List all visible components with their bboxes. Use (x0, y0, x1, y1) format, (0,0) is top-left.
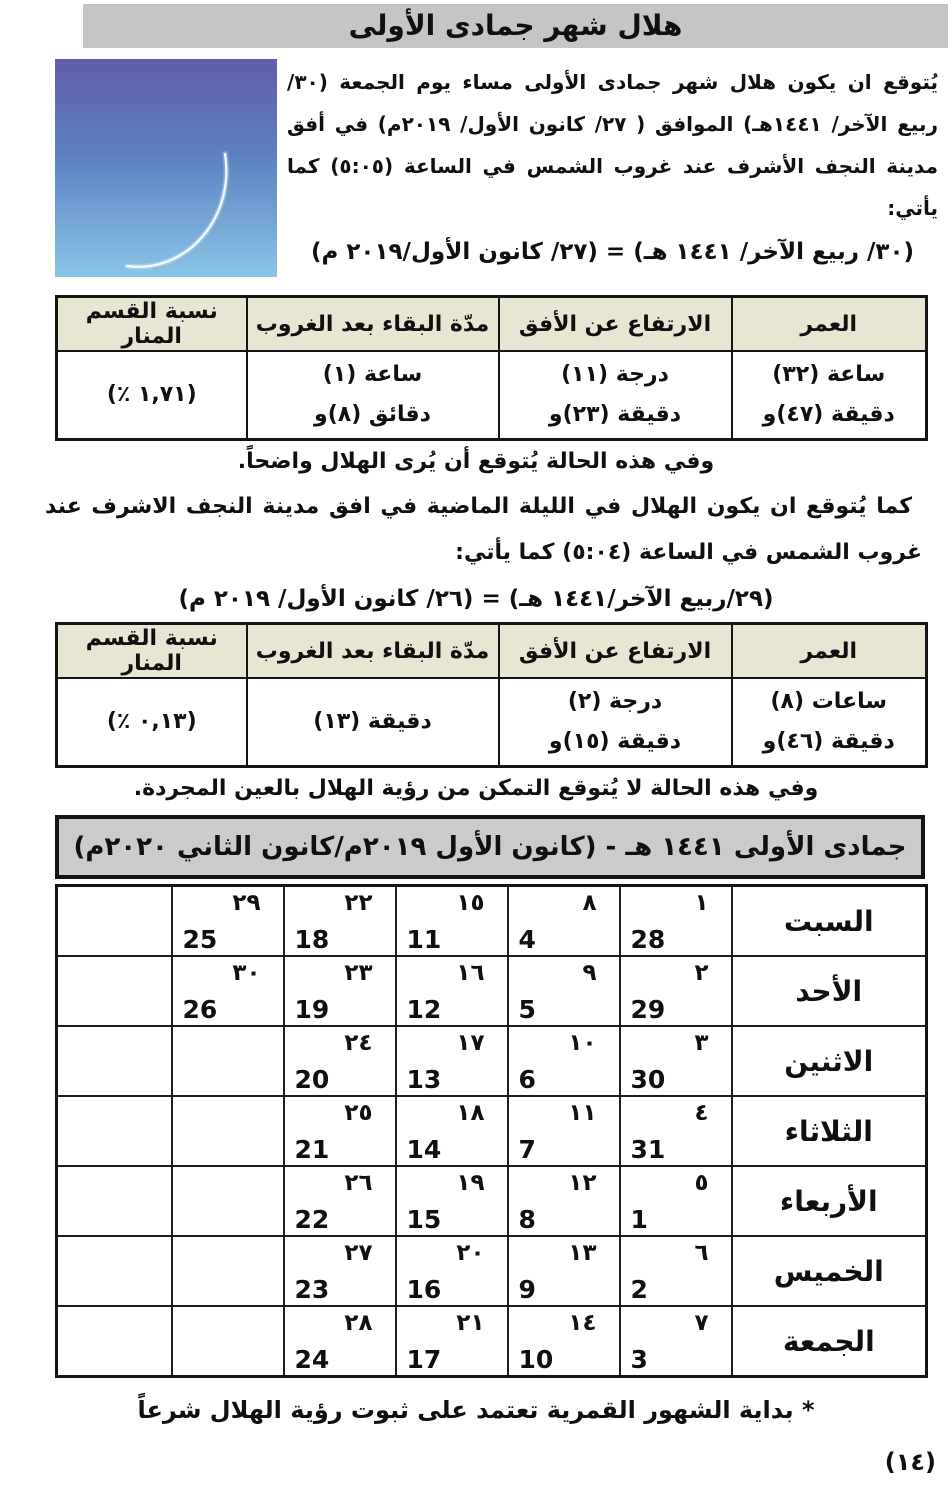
calendar-row (57, 956, 927, 1026)
empty-date-cell (172, 1166, 284, 1236)
gregorian-date: 12 (406, 995, 442, 1024)
age-cell (732, 678, 927, 767)
calendar-date-cell (508, 956, 620, 1026)
gregorian-date: 22 (294, 1205, 330, 1234)
stay-hours: (١)‎ ساعة (322, 362, 423, 387)
gregorian-date: 14 (406, 1135, 442, 1164)
calendar-date-cell (284, 1306, 396, 1377)
altitude-degrees: (١١)‎ درجة (561, 362, 669, 387)
gregorian-date: 9 (518, 1275, 536, 1304)
empty-trailing-cell (57, 1306, 172, 1377)
age-minutes: و‎(٤٧)‎ دقيقة (762, 402, 895, 427)
hijri-date: ٧ (694, 1310, 709, 1336)
gregorian-date: 21 (294, 1135, 330, 1164)
page-title: هلال شهر جمادى الأولى (348, 9, 683, 42)
stats-caption-2: وفي هذه الحالة لا يُتوقع التمكن من رؤية الهلال بالعين المجردة. (133, 776, 819, 801)
gregorian-date: 19 (294, 995, 330, 1024)
gregorian-date: 11 (406, 925, 442, 954)
hijri-date: ٢٣ (344, 960, 373, 986)
intro-text-column (287, 59, 938, 285)
gregorian-date: 3 (630, 1345, 648, 1374)
hijri-date: ٢٢ (344, 890, 373, 916)
empty-trailing-cell (57, 1096, 172, 1166)
gregorian-date: 25 (182, 925, 218, 954)
illumination-percent: (٪ ٠,١٣) (106, 709, 197, 734)
crescent-moon-image (55, 59, 277, 277)
gregorian-date: 24 (294, 1345, 330, 1374)
illumination-percent: (٪ ١,٧١) (106, 382, 197, 407)
sky-background (55, 59, 277, 277)
stats-data-row (57, 678, 927, 767)
empty-date-cell (172, 1026, 284, 1096)
crescent-stats-table-1 (55, 295, 928, 441)
header-altitude: الارتفاع عن الأفق (499, 624, 732, 679)
date-equivalence-line-1: (٣٠/ ربيع الآخر/ ١٤٤١ هـ) = (٢٧/ كانون الأول/٢٠١٩ م) (311, 239, 914, 265)
altitude-cell (499, 351, 732, 440)
hijri-date: ٢١ (456, 1310, 485, 1336)
gregorian-date: 2 (630, 1275, 648, 1304)
gregorian-date: 17 (406, 1345, 442, 1374)
altitude-minutes: و‎(١٥)‎ دقيقة (548, 729, 682, 754)
hijri-date: ٢٩ (232, 890, 261, 916)
intro-section (0, 59, 952, 285)
gregorian-date: 15 (406, 1205, 442, 1234)
hijri-date: ٣٠ (232, 960, 261, 986)
hijri-date: ٢٥ (344, 1100, 373, 1126)
calendar-date-cell (396, 886, 508, 957)
calendar-row (57, 1026, 927, 1096)
gregorian-date: 18 (294, 925, 330, 954)
calendar-date-cell (620, 1306, 732, 1377)
gregorian-date: 6 (518, 1065, 536, 1094)
calendar-date-cell (284, 1236, 396, 1306)
day-name-cell: الخميس (732, 1236, 927, 1306)
day-name-cell: الأحد (732, 956, 927, 1026)
stay-duration-cell (247, 678, 499, 767)
calendar-date-cell (396, 1026, 508, 1096)
calendar-date-cell (620, 1166, 732, 1236)
header-stay-after-sunset: مدّة البقاء بعد الغروب (247, 624, 499, 679)
calendar-date-cell (508, 1096, 620, 1166)
hijri-date: ٢٧ (344, 1240, 373, 1266)
altitude-degrees: (٢)‎ درجة (567, 689, 663, 714)
crescent-moon-photo (55, 59, 277, 277)
hijri-date: ١٩ (456, 1170, 485, 1196)
empty-trailing-cell (57, 956, 172, 1026)
hijri-date: ١٦ (456, 960, 485, 986)
gregorian-date: 20 (294, 1065, 330, 1094)
stats-caption-1: وفي هذه الحالة يُتوقع أن يُرى الهلال واضحاً. (237, 449, 715, 474)
empty-date-cell (172, 1096, 284, 1166)
calendar-row (57, 1096, 927, 1166)
hijri-date: ١٠ (568, 1030, 597, 1056)
gregorian-date: 7 (518, 1135, 536, 1164)
calendar-date-cell (284, 886, 396, 957)
altitude-cell (499, 678, 732, 767)
calendar-row (57, 1166, 927, 1236)
hijri-date: ١ (694, 890, 709, 916)
altitude-minutes: و‎(٢٣)‎ دقيقة (548, 402, 682, 427)
intro-paragraph: يُتوقع ان يكون هلال شهر جمادى الأولى مساء يوم الجمعة (٣٠/ ربيع الآخر/ ١٤٤١هـ) الموافق ( ٢٧/ كانون الأول/ ٢٠١٩م) في أفق مدينة النجف الأشرف عند غروب الشمس في الساعة (٥:٠٥) كما يأتي: (287, 70, 938, 220)
calendar-date-cell (620, 956, 732, 1026)
calendar-date-cell (396, 1166, 508, 1236)
hijri-date: ٢٨ (344, 1310, 373, 1336)
calendar-date-cell (620, 1236, 732, 1306)
second-paragraph: كما يُتوقع ان يكون الهلال في الليلة الماضية في افق مدينة النجف الاشرف عند غروب الشمس في الساعة (٥:٠٤) كما يأتي: (45, 494, 922, 565)
gregorian-date: 28 (630, 925, 666, 954)
hijri-date: ٩ (582, 960, 597, 986)
empty-trailing-cell (57, 886, 172, 957)
calendar-date-cell (508, 1166, 620, 1236)
illumination-cell (57, 678, 247, 767)
empty-trailing-cell (57, 1236, 172, 1306)
stay-minutes: (١٣)‎ دقيقة (313, 709, 432, 734)
empty-trailing-cell (57, 1166, 172, 1236)
calendar-body (57, 886, 927, 1377)
hijri-date: ١٤ (568, 1310, 597, 1336)
age-hours: (٨)‎ ساعات (770, 689, 887, 714)
gregorian-date: 1 (630, 1205, 648, 1234)
calendar-date-cell (396, 1096, 508, 1166)
header-stay-after-sunset: مدّة البقاء بعد الغروب (247, 297, 499, 352)
gregorian-date: 8 (518, 1205, 536, 1234)
day-name-cell: الثلاثاء (732, 1096, 927, 1166)
age-cell (732, 351, 927, 440)
stats-header-row (57, 297, 927, 352)
calendar-row (57, 886, 927, 957)
hijri-date: ٨ (582, 890, 597, 916)
gregorian-date: 29 (630, 995, 666, 1024)
hijri-date: ٣ (694, 1030, 709, 1056)
gregorian-date: 13 (406, 1065, 442, 1094)
stats-data-row (57, 351, 927, 440)
calendar-date-cell (620, 1026, 732, 1096)
lunar-month-footnote: * بداية الشهور القمرية تعتمد على ثبوت رؤية الهلال شرعاً (137, 1396, 815, 1424)
calendar-date-cell (396, 956, 508, 1026)
hijri-date: ١٧ (456, 1030, 485, 1056)
hijri-date: ١٣ (568, 1240, 597, 1266)
calendar-title-box (55, 815, 925, 879)
empty-date-cell (172, 1306, 284, 1377)
stay-duration-cell (247, 351, 499, 440)
day-name-cell: الاثنين (732, 1026, 927, 1096)
header-age: العمر (732, 297, 927, 352)
date-equivalence-line-2: (٢٩/ربيع الآخر/١٤٤١ هـ) = (٢٦/ كانون الأول/ ٢٠١٩ م) (178, 586, 774, 612)
gregorian-date: 23 (294, 1275, 330, 1304)
gregorian-date: 31 (630, 1135, 666, 1164)
hijri-date: ٥ (694, 1170, 709, 1196)
hijri-date: ١٥ (456, 890, 485, 916)
day-name-cell: السبت (732, 886, 927, 957)
calendar-title: جمادى الأولى ١٤٤١ هـ - (كانون الأول ٢٠١٩م/كانون الثاني ٢٠٢٠م) (73, 832, 907, 862)
calendar-date-cell (508, 1236, 620, 1306)
age-hours: (٣٢)‎ ساعة (772, 362, 886, 387)
calendar-date-cell (396, 1306, 508, 1377)
gregorian-date: 30 (630, 1065, 666, 1094)
hijri-date: ١٢ (568, 1170, 597, 1196)
stay-minutes: و‎(٨)‎ دقائق (314, 402, 431, 427)
calendar-date-cell (284, 956, 396, 1026)
calendar-date-cell (172, 886, 284, 957)
gregorian-date: 26 (182, 995, 218, 1024)
hijri-date: ٢٦ (344, 1170, 373, 1196)
gregorian-date: 4 (518, 925, 536, 954)
calendar-date-cell (284, 1096, 396, 1166)
stats-header-row (57, 624, 927, 679)
age-minutes: و‎(٤٦)‎ دقيقة (762, 729, 895, 754)
hijri-date: ٢٠ (456, 1240, 485, 1266)
calendar-date-cell (620, 886, 732, 957)
hijri-date: ١١ (568, 1100, 597, 1126)
calendar-date-cell (508, 1306, 620, 1377)
empty-trailing-cell (57, 1026, 172, 1096)
crescent-stats-table-2 (55, 622, 928, 768)
header-illuminated-fraction: نسبة القسم المنار (57, 624, 247, 679)
calendar-row (57, 1306, 927, 1377)
calendar-date-cell (284, 1166, 396, 1236)
hijri-date: ٢ (694, 960, 709, 986)
calendar-date-cell (508, 886, 620, 957)
calendar-date-cell (172, 956, 284, 1026)
gregorian-date: 16 (406, 1275, 442, 1304)
calendar-date-cell (396, 1236, 508, 1306)
gregorian-date: 5 (518, 995, 536, 1024)
day-name-cell: الأربعاء (732, 1166, 927, 1236)
page-number: (١٤) (884, 1448, 936, 1476)
calendar-date-cell (284, 1026, 396, 1096)
illumination-cell (57, 351, 247, 440)
calendar-date-cell (508, 1026, 620, 1096)
gregorian-date: 10 (518, 1345, 554, 1374)
month-calendar-table (55, 884, 928, 1378)
header-altitude: الارتفاع عن الأفق (499, 297, 732, 352)
hijri-date: ٤ (694, 1100, 709, 1126)
hijri-date: ٢٤ (344, 1030, 373, 1056)
empty-date-cell (172, 1236, 284, 1306)
header-illuminated-fraction: نسبة القسم المنار (57, 297, 247, 352)
calendar-row (57, 1236, 927, 1306)
header-age: العمر (732, 624, 927, 679)
hijri-date: ٦ (694, 1240, 709, 1266)
day-name-cell: الجمعة (732, 1306, 927, 1377)
hijri-date: ١٨ (456, 1100, 485, 1126)
calendar-date-cell (620, 1096, 732, 1166)
page-title-bar (83, 4, 948, 48)
